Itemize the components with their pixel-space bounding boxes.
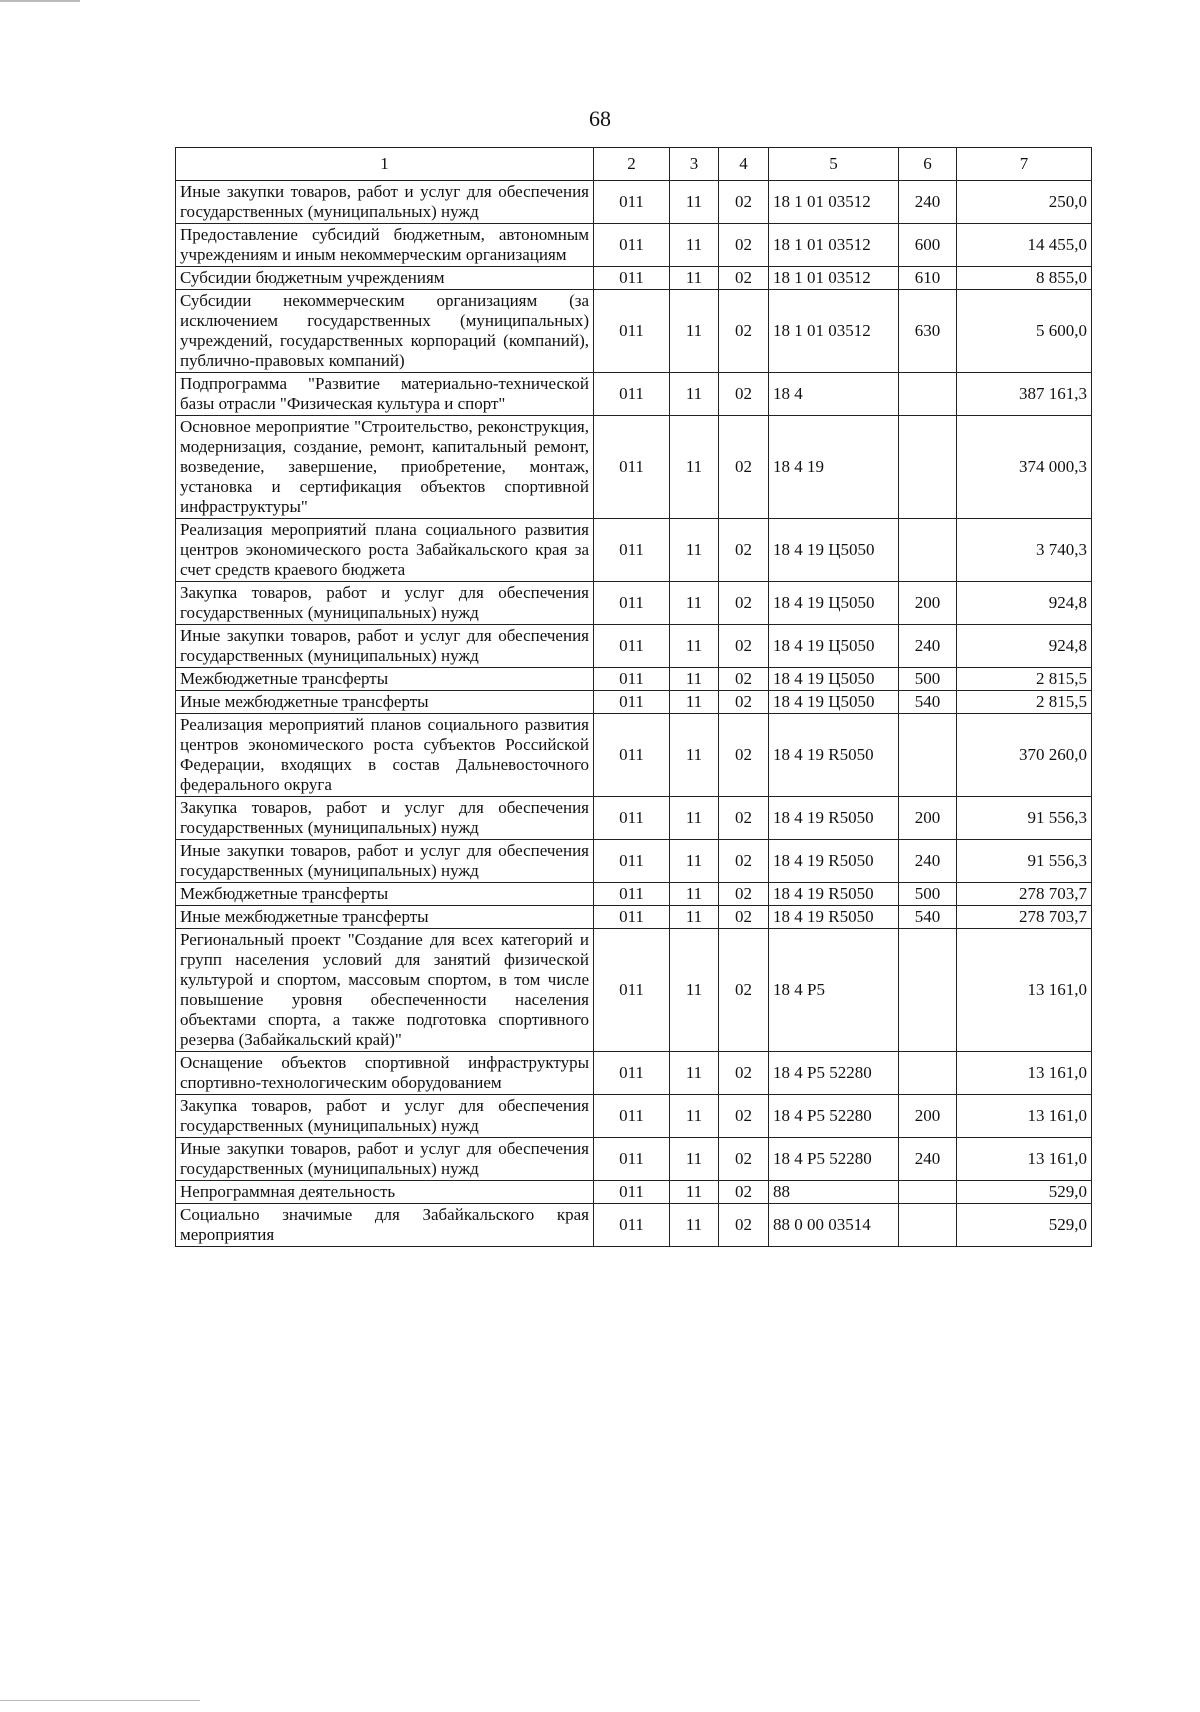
row-c2-cell: 011 xyxy=(594,714,670,797)
scan-edge-line xyxy=(0,0,80,2)
row-c2-cell: 011 xyxy=(594,582,670,625)
row-c5-cell: 18 4 19 R5050 xyxy=(769,797,899,840)
row-c6-cell xyxy=(899,416,957,519)
row-c7-cell: 278 703,7 xyxy=(957,906,1092,929)
row-c6-cell: 540 xyxy=(899,906,957,929)
row-c4-cell: 02 xyxy=(719,929,769,1052)
row-c4-cell: 02 xyxy=(719,840,769,883)
table-row xyxy=(176,224,1092,267)
row-c7-cell: 924,8 xyxy=(957,625,1092,668)
row-c7-cell: 387 161,3 xyxy=(957,373,1092,416)
row-c7-cell: 91 556,3 xyxy=(957,840,1092,883)
row-c6-cell xyxy=(899,714,957,797)
row-c4-cell: 02 xyxy=(719,290,769,373)
row-c5-cell: 18 4 xyxy=(769,373,899,416)
row-c6-cell: 630 xyxy=(899,290,957,373)
row-c4-cell: 02 xyxy=(719,181,769,224)
row-c6-cell: 200 xyxy=(899,582,957,625)
row-c2-cell: 011 xyxy=(594,883,670,906)
header-cell: 5 xyxy=(769,148,899,181)
row-c3-cell: 11 xyxy=(670,519,719,582)
row-c6-cell: 240 xyxy=(899,1138,957,1181)
header-cell: 6 xyxy=(899,148,957,181)
row-c4-cell: 02 xyxy=(719,373,769,416)
row-name-cell: Закупка товаров, работ и услуг для обеспечения государственных (муниципальных) нужд xyxy=(176,582,594,625)
row-c4-cell: 02 xyxy=(719,416,769,519)
row-c3-cell: 11 xyxy=(670,267,719,290)
row-c4-cell: 02 xyxy=(719,582,769,625)
row-name-cell: Иные закупки товаров, работ и услуг для обеспечения государственных (муниципальных) нужд xyxy=(176,840,594,883)
row-name-cell: Социально значимые для Забайкальского края мероприятия xyxy=(176,1204,594,1247)
row-c4-cell: 02 xyxy=(719,267,769,290)
row-c3-cell: 11 xyxy=(670,373,719,416)
row-name-cell: Оснащение объектов спортивной инфраструктуры спортивно-технологическим оборудованием xyxy=(176,1052,594,1095)
row-c5-cell: 18 4 19 R5050 xyxy=(769,714,899,797)
header-cell: 1 xyxy=(176,148,594,181)
row-c7-cell: 250,0 xyxy=(957,181,1092,224)
row-c6-cell xyxy=(899,1052,957,1095)
row-c3-cell: 11 xyxy=(670,625,719,668)
row-c6-cell xyxy=(899,373,957,416)
row-c5-cell: 18 4 P5 52280 xyxy=(769,1138,899,1181)
row-c3-cell: 11 xyxy=(670,224,719,267)
row-c4-cell: 02 xyxy=(719,1204,769,1247)
row-name-cell: Закупка товаров, работ и услуг для обеспечения государственных (муниципальных) нужд xyxy=(176,797,594,840)
row-c3-cell: 11 xyxy=(670,714,719,797)
table-row xyxy=(176,582,1092,625)
row-c7-cell: 278 703,7 xyxy=(957,883,1092,906)
table-row xyxy=(176,1181,1092,1204)
row-name-cell: Основное мероприятие "Строительство, реконструкция, модернизация, создание, ремонт, капитальный ремонт, возведение, завершение, приобретение, монтаж, установка и сертификация объектов спортивной инфраструктуры" xyxy=(176,416,594,519)
row-c3-cell: 11 xyxy=(670,1095,719,1138)
table-row xyxy=(176,668,1092,691)
row-c4-cell: 02 xyxy=(719,1095,769,1138)
row-c2-cell: 011 xyxy=(594,929,670,1052)
row-c6-cell: 240 xyxy=(899,840,957,883)
page-number: 68 xyxy=(589,106,611,131)
row-c2-cell: 011 xyxy=(594,290,670,373)
budget-table xyxy=(175,147,1092,1247)
row-c4-cell: 02 xyxy=(719,668,769,691)
row-c7-cell: 924,8 xyxy=(957,582,1092,625)
row-c7-cell: 529,0 xyxy=(957,1204,1092,1247)
table-row xyxy=(176,416,1092,519)
row-c3-cell: 11 xyxy=(670,416,719,519)
row-c5-cell: 18 4 19 Ц5050 xyxy=(769,582,899,625)
row-c6-cell xyxy=(899,1204,957,1247)
row-c2-cell: 011 xyxy=(594,906,670,929)
row-c7-cell: 374 000,3 xyxy=(957,416,1092,519)
table-row xyxy=(176,1095,1092,1138)
row-c2-cell: 011 xyxy=(594,1052,670,1095)
table-row xyxy=(176,929,1092,1052)
row-c4-cell: 02 xyxy=(719,1138,769,1181)
row-c2-cell: 011 xyxy=(594,519,670,582)
row-c5-cell: 18 4 P5 52280 xyxy=(769,1095,899,1138)
row-c2-cell: 011 xyxy=(594,181,670,224)
row-c2-cell: 011 xyxy=(594,840,670,883)
row-name-cell: Субсидии бюджетным учреждениям xyxy=(176,267,594,290)
row-c3-cell: 11 xyxy=(670,840,719,883)
row-c5-cell: 18 4 19 R5050 xyxy=(769,840,899,883)
row-c5-cell: 18 4 P5 52280 xyxy=(769,1052,899,1095)
row-c4-cell: 02 xyxy=(719,797,769,840)
row-c2-cell: 011 xyxy=(594,373,670,416)
row-c6-cell: 240 xyxy=(899,181,957,224)
row-c6-cell xyxy=(899,1181,957,1204)
row-c2-cell: 011 xyxy=(594,668,670,691)
table-row xyxy=(176,373,1092,416)
row-c4-cell: 02 xyxy=(719,1052,769,1095)
row-c7-cell: 2 815,5 xyxy=(957,668,1092,691)
row-name-cell: Иные закупки товаров, работ и услуг для обеспечения государственных (муниципальных) нужд xyxy=(176,625,594,668)
table-row xyxy=(176,797,1092,840)
row-c3-cell: 11 xyxy=(670,883,719,906)
table-row xyxy=(176,1138,1092,1181)
row-name-cell: Реализация мероприятий планов социального развития центров экономического роста субъектов Российской Федерации, входящих в состав Дальневосточного федерального округа xyxy=(176,714,594,797)
row-c2-cell: 011 xyxy=(594,1138,670,1181)
row-c5-cell: 18 4 19 Ц5050 xyxy=(769,668,899,691)
row-c5-cell: 18 4 19 R5050 xyxy=(769,906,899,929)
row-name-cell: Межбюджетные трансферты xyxy=(176,668,594,691)
row-c6-cell: 240 xyxy=(899,625,957,668)
row-c7-cell: 13 161,0 xyxy=(957,1095,1092,1138)
row-c4-cell: 02 xyxy=(719,625,769,668)
table-body xyxy=(176,181,1092,1247)
header-cell: 2 xyxy=(594,148,670,181)
row-c7-cell: 2 815,5 xyxy=(957,691,1092,714)
row-c2-cell: 011 xyxy=(594,1181,670,1204)
row-c3-cell: 11 xyxy=(670,906,719,929)
table-row xyxy=(176,1204,1092,1247)
table-row xyxy=(176,181,1092,224)
table-row xyxy=(176,840,1092,883)
row-name-cell: Реализация мероприятий плана социального развития центров экономического роста Забайкальского края за счет средств краевого бюджета xyxy=(176,519,594,582)
row-c5-cell: 88 xyxy=(769,1181,899,1204)
header-cell: 3 xyxy=(670,148,719,181)
table-row xyxy=(176,267,1092,290)
row-c3-cell: 11 xyxy=(670,181,719,224)
row-c5-cell: 18 4 19 R5050 xyxy=(769,883,899,906)
row-c7-cell: 13 161,0 xyxy=(957,1052,1092,1095)
row-c2-cell: 011 xyxy=(594,224,670,267)
table-row xyxy=(176,519,1092,582)
row-c5-cell: 18 1 01 03512 xyxy=(769,290,899,373)
table-row xyxy=(176,625,1092,668)
row-c7-cell: 91 556,3 xyxy=(957,797,1092,840)
header-cell: 7 xyxy=(957,148,1092,181)
row-c7-cell: 13 161,0 xyxy=(957,1138,1092,1181)
scan-edge-line xyxy=(0,1700,200,1701)
row-c6-cell: 500 xyxy=(899,883,957,906)
row-name-cell: Иные межбюджетные трансферты xyxy=(176,691,594,714)
row-c6-cell: 500 xyxy=(899,668,957,691)
row-c7-cell: 3 740,3 xyxy=(957,519,1092,582)
row-c7-cell: 529,0 xyxy=(957,1181,1092,1204)
row-c6-cell: 540 xyxy=(899,691,957,714)
row-name-cell: Предоставление субсидий бюджетным, автономным учреждениям и иным некоммерческим организациям xyxy=(176,224,594,267)
row-c5-cell: 88 0 00 03514 xyxy=(769,1204,899,1247)
row-name-cell: Межбюджетные трансферты xyxy=(176,883,594,906)
row-name-cell: Региональный проект "Создание для всех категорий и групп населения условий для занятий физической культурой и спортом, массовым спортом, в том числе повышение уровня обеспеченности населения объектами спорта, а также подготовка спортивного резерва (Забайкальский край)" xyxy=(176,929,594,1052)
row-c5-cell: 18 1 01 03512 xyxy=(769,181,899,224)
row-c5-cell: 18 4 P5 xyxy=(769,929,899,1052)
row-c3-cell: 11 xyxy=(670,1052,719,1095)
row-c7-cell: 5 600,0 xyxy=(957,290,1092,373)
row-c5-cell: 18 4 19 xyxy=(769,416,899,519)
table-row xyxy=(176,714,1092,797)
row-c7-cell: 13 161,0 xyxy=(957,929,1092,1052)
row-c3-cell: 11 xyxy=(670,691,719,714)
row-c3-cell: 11 xyxy=(670,290,719,373)
row-c3-cell: 11 xyxy=(670,929,719,1052)
row-name-cell: Субсидии некоммерческим организациям (за исключением государственных (муниципальных) учреждений, государственных корпораций (компаний), публично-правовых компаний) xyxy=(176,290,594,373)
row-c2-cell: 011 xyxy=(594,416,670,519)
row-c3-cell: 11 xyxy=(670,1204,719,1247)
row-c7-cell: 370 260,0 xyxy=(957,714,1092,797)
row-name-cell: Подпрограмма "Развитие материально-технической базы отрасли "Физическая культура и спорт" xyxy=(176,373,594,416)
row-c3-cell: 11 xyxy=(670,582,719,625)
row-c2-cell: 011 xyxy=(594,1204,670,1247)
row-name-cell: Закупка товаров, работ и услуг для обеспечения государственных (муниципальных) нужд xyxy=(176,1095,594,1138)
row-c4-cell: 02 xyxy=(719,883,769,906)
table-row xyxy=(176,691,1092,714)
row-c3-cell: 11 xyxy=(670,797,719,840)
row-c6-cell: 200 xyxy=(899,797,957,840)
row-c6-cell: 610 xyxy=(899,267,957,290)
row-c4-cell: 02 xyxy=(719,224,769,267)
row-c2-cell: 011 xyxy=(594,1095,670,1138)
row-c2-cell: 011 xyxy=(594,691,670,714)
row-c4-cell: 02 xyxy=(719,519,769,582)
header-row xyxy=(176,148,1092,181)
row-c6-cell xyxy=(899,929,957,1052)
row-name-cell: Иные межбюджетные трансферты xyxy=(176,906,594,929)
row-c3-cell: 11 xyxy=(670,1181,719,1204)
row-c6-cell: 600 xyxy=(899,224,957,267)
table-row xyxy=(176,1052,1092,1095)
row-c5-cell: 18 1 01 03512 xyxy=(769,224,899,267)
header-cell: 4 xyxy=(719,148,769,181)
row-c7-cell: 14 455,0 xyxy=(957,224,1092,267)
row-c4-cell: 02 xyxy=(719,1181,769,1204)
row-c5-cell: 18 1 01 03512 xyxy=(769,267,899,290)
row-name-cell: Иные закупки товаров, работ и услуг для обеспечения государственных (муниципальных) нужд xyxy=(176,181,594,224)
row-c6-cell: 200 xyxy=(899,1095,957,1138)
row-c4-cell: 02 xyxy=(719,691,769,714)
row-c5-cell: 18 4 19 Ц5050 xyxy=(769,625,899,668)
row-c2-cell: 011 xyxy=(594,267,670,290)
row-c4-cell: 02 xyxy=(719,714,769,797)
row-c5-cell: 18 4 19 Ц5050 xyxy=(769,691,899,714)
row-name-cell: Непрограммная деятельность xyxy=(176,1181,594,1204)
row-c3-cell: 11 xyxy=(670,668,719,691)
row-name-cell: Иные закупки товаров, работ и услуг для обеспечения государственных (муниципальных) нужд xyxy=(176,1138,594,1181)
row-c2-cell: 011 xyxy=(594,625,670,668)
row-c5-cell: 18 4 19 Ц5050 xyxy=(769,519,899,582)
table-row xyxy=(176,906,1092,929)
row-c6-cell xyxy=(899,519,957,582)
table-row xyxy=(176,290,1092,373)
row-c2-cell: 011 xyxy=(594,797,670,840)
row-c7-cell: 8 855,0 xyxy=(957,267,1092,290)
table-row xyxy=(176,883,1092,906)
row-c3-cell: 11 xyxy=(670,1138,719,1181)
row-c4-cell: 02 xyxy=(719,906,769,929)
